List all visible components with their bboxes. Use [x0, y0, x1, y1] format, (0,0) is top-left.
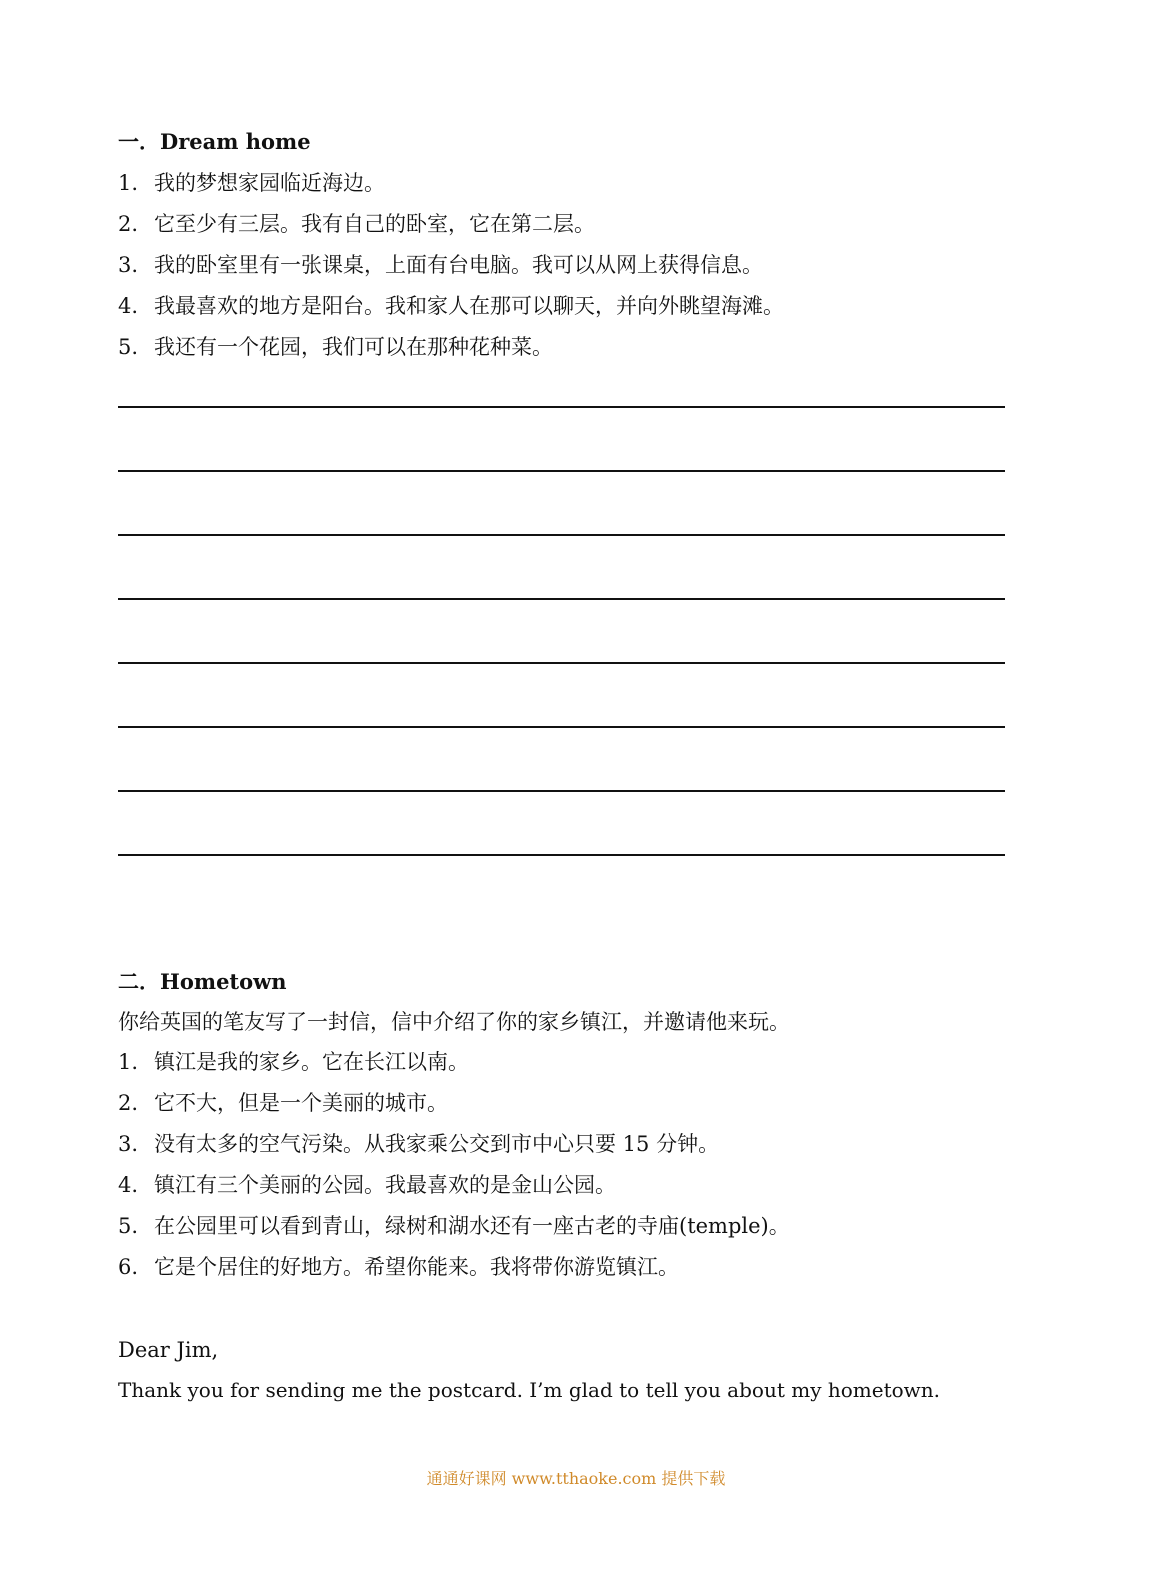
list-item — [118, 169, 385, 197]
item-number: 3. — [118, 253, 139, 277]
list-item — [118, 1171, 616, 1199]
item-number: 2. — [118, 1091, 139, 1115]
list-item — [118, 1212, 790, 1240]
footer-credit: 通通好课网 www.tthaoke.com 提供下载 — [426, 1469, 726, 1488]
item-text: 我最喜欢的地方是阳台。我和家人在那可以聊天，并向外眺望海滩。 — [154, 294, 784, 318]
writing-line — [118, 790, 1005, 792]
item-text: 在公园里可以看到青山，绿树和湖水还有一座古老的寺庙(temple)。 — [154, 1214, 790, 1238]
list-item — [118, 1089, 448, 1117]
list-item — [118, 1253, 679, 1281]
item-number: 4. — [118, 294, 139, 318]
item-number: 6. — [118, 1255, 139, 1279]
list-item — [118, 210, 595, 238]
item-text: 没有太多的空气污染。从我家乘公交到市中心只要 15 分钟。 — [154, 1132, 720, 1156]
list-item — [118, 1048, 469, 1076]
item-text: 我的卧室里有一张课桌，上面有台电脑。我可以从网上获得信息。 — [154, 253, 763, 277]
writing-line — [118, 598, 1005, 600]
item-number: 1. — [118, 1050, 139, 1074]
section-2-heading: 二．Hometown — [118, 969, 287, 994]
item-text: 它是个居住的好地方。希望你能来。我将带你游览镇江。 — [154, 1255, 679, 1279]
item-number: 3. — [118, 1132, 139, 1156]
list-item — [118, 251, 763, 279]
section-1-heading: 一．Dream home — [118, 129, 311, 154]
item-text: 它至少有三层。我有自己的卧室，它在第二层。 — [154, 212, 595, 236]
writing-line — [118, 406, 1005, 408]
writing-line — [118, 662, 1005, 664]
writing-line — [118, 854, 1005, 856]
item-number: 5. — [118, 335, 139, 359]
writing-line — [118, 726, 1005, 728]
list-item — [118, 333, 553, 361]
item-text: 镇江有三个美丽的公园。我最喜欢的是金山公园。 — [154, 1173, 616, 1197]
item-text: 我的梦想家园临近海边。 — [154, 171, 385, 195]
letter-greeting: Dear Jim, — [118, 1338, 219, 1362]
item-number: 2. — [118, 212, 139, 236]
section-2-intro: 你给英国的笔友写了一封信，信中介绍了你的家乡镇江，并邀请他来玩。 — [118, 1010, 790, 1034]
list-item — [118, 1130, 719, 1158]
item-text: 镇江是我的家乡。它在长江以南。 — [154, 1050, 469, 1074]
writing-line — [118, 470, 1005, 472]
letter-first-line: Thank you for sending me the postcard. I’m glad to tell you about my hometown. — [118, 1378, 941, 1402]
item-number: 1. — [118, 171, 139, 195]
list-item — [118, 292, 784, 320]
item-number: 4. — [118, 1173, 139, 1197]
item-text: 我还有一个花园，我们可以在那种花种菜。 — [154, 335, 553, 359]
item-text: 它不大，但是一个美丽的城市。 — [154, 1091, 448, 1115]
writing-line — [118, 534, 1005, 536]
item-number: 5. — [118, 1214, 139, 1238]
